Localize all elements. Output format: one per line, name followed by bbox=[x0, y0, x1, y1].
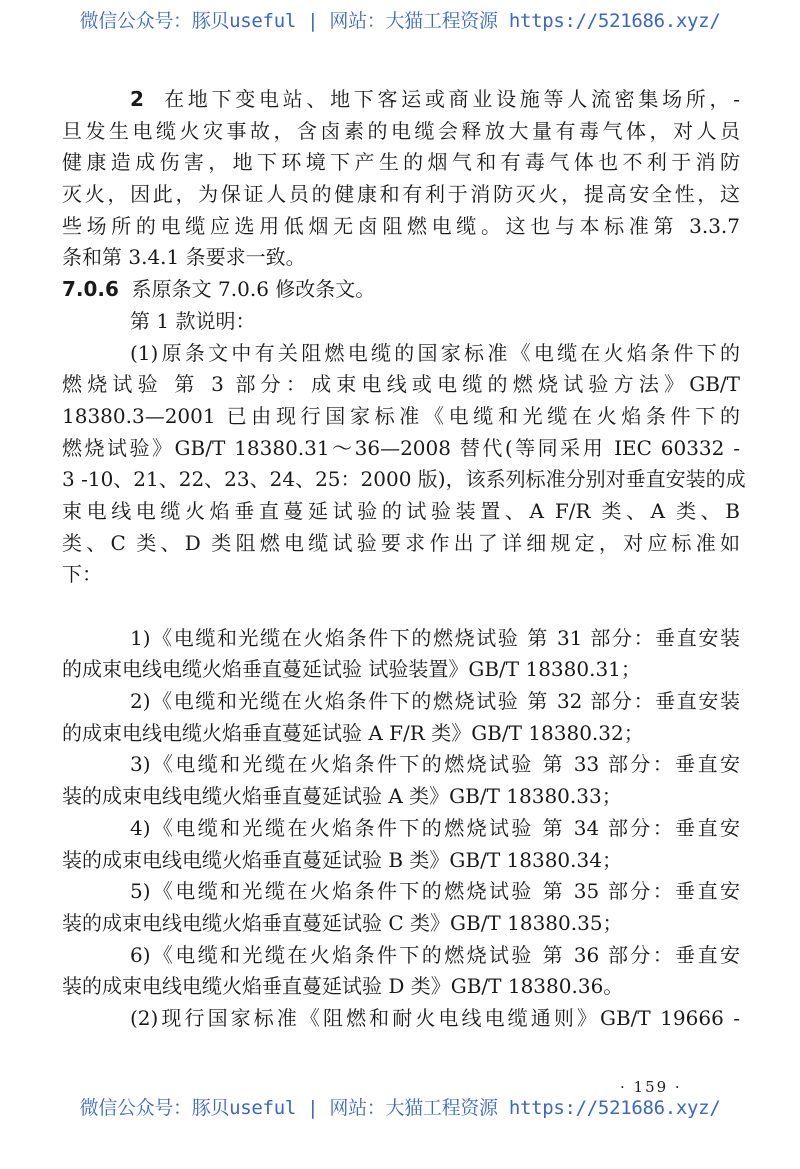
list-item: 1)《电缆和光缆在火焰条件下的燃烧试验 第 31 部分：垂直安装 bbox=[130, 625, 740, 650]
list-item: 5)《电缆和光缆在火焰条件下的燃烧试验 第 35 部分：垂直安 bbox=[130, 879, 740, 904]
watermark-header: 微信公众号：豚贝useful | 网站：大猫工程资源 https://521686.xyz/ bbox=[79, 10, 721, 32]
text-line: 条和第 3.4.1 条要求一致。 bbox=[62, 245, 306, 270]
text-line: 灭火，因此，为保证人员的健康和有利于消防灭火，提高安全性，这 bbox=[62, 182, 740, 207]
clause-number: 7.0.6 bbox=[62, 277, 119, 302]
text-line: 装的成束电线电缆火焰垂直蔓延试验 D 类》GB/T 18380.36。 bbox=[62, 974, 624, 999]
text-line: 第 1 款说明： bbox=[130, 308, 256, 333]
item-number: 2 bbox=[130, 87, 144, 111]
document-body bbox=[62, 84, 746, 1035]
text-line: 下： bbox=[62, 562, 102, 587]
text-line: 健康造成伤害，地下环境下产生的烟气和有毒气体也不利于消防 bbox=[62, 150, 740, 175]
list-item: 4)《电缆和光缆在火焰条件下的燃烧试验 第 34 部分：垂直安 bbox=[130, 815, 740, 840]
text-line: 18380.3—2001 已由现行国家标准《电缆和光缆在火焰条件下的 bbox=[62, 403, 740, 428]
text-line: 的成束电线电缆火焰垂直蔓延试验 试验装置》GB/T 18380.31； bbox=[62, 657, 641, 682]
text-line: 类、C 类、D 类阻燃电缆试验要求作出了详细规定，对应标准如 bbox=[62, 530, 740, 555]
watermark-footer: 微信公众号：豚贝useful | 网站：大猫工程资源 https://521686.xyz/ bbox=[79, 1097, 721, 1119]
text-line: 旦发生电缆火灾事故，含卤素的电缆会释放大量有毒气体，对人员 bbox=[62, 118, 740, 143]
list-item: 3)《电缆和光缆在火焰条件下的燃烧试验 第 33 部分：垂直安 bbox=[130, 752, 740, 777]
text-line: 2 在地下变电站、地下客运或商业设施等人流密集场所，- bbox=[130, 87, 740, 111]
text-line: 装的成束电线电缆火焰垂直蔓延试验 C 类》GB/T 18380.35； bbox=[62, 910, 623, 935]
text-line: 束电线电缆火焰垂直蔓延试验的试验装置、A F/R 类、A 类、B bbox=[62, 498, 740, 523]
text-line: 3 -10、21、22、23、24、25：2000 版)，该系列标准分别对垂直安装的成 bbox=[62, 467, 746, 492]
text-line: 燃烧试验》GB/T 18380.31～36—2008 替代(等同采用 IEC 60332 - bbox=[62, 435, 740, 460]
text-line: (1)原条文中有关阻燃电缆的国家标准《电缆在火焰条件下的 bbox=[130, 340, 740, 365]
text-line: 装的成束电线电缆火焰垂直蔓延试验 A 类》GB/T 18380.33； bbox=[62, 784, 622, 809]
page-number: · 159 · bbox=[620, 1078, 682, 1096]
text-line: (2)现行国家标准《阻燃和耐火电线电缆通则》GB/T 19666 - bbox=[130, 1005, 740, 1030]
text-line: 装的成束电线电缆火焰垂直蔓延试验 B 类》GB/T 18380.34； bbox=[62, 847, 622, 872]
list-item: 2)《电缆和光缆在火焰条件下的燃烧试验 第 32 部分：垂直安装 bbox=[130, 689, 740, 714]
text-line: 的成束电线电缆火焰垂直蔓延试验 A F/R 类》GB/T 18380.32； bbox=[62, 720, 644, 745]
list-item: 6)《电缆和光缆在火焰条件下的燃烧试验 第 36 部分：垂直安 bbox=[130, 942, 740, 967]
clause-heading: 7.0.6 系原条文 7.0.6 修改条文。 bbox=[62, 277, 376, 302]
text-line: 些场所的电缆应选用低烟无卤阻燃电缆。这也与本标准第 3.3.7 bbox=[62, 213, 740, 238]
text-line: 燃烧试验 第 3 部分：成束电线或电缆的燃烧试验方法》GB/T bbox=[62, 372, 740, 397]
